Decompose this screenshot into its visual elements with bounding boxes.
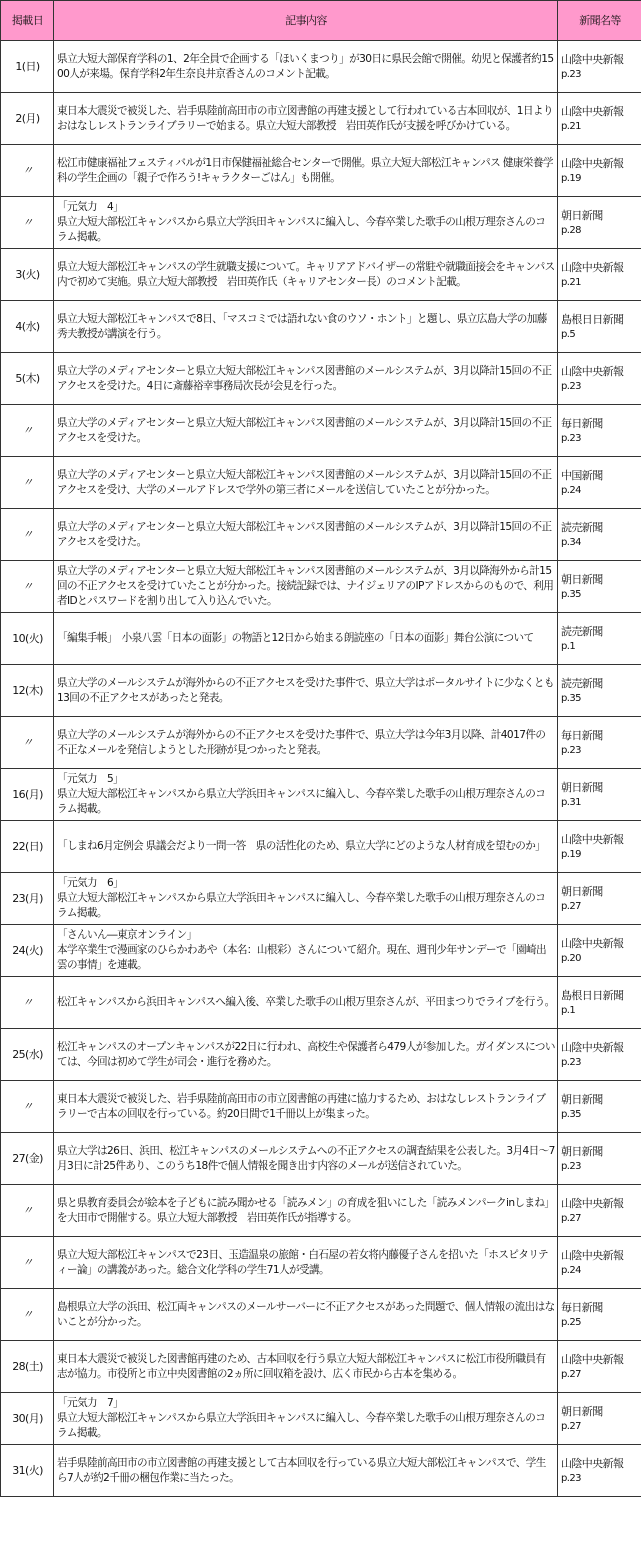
date-cell: 〃 — [1, 561, 54, 613]
content-cell: 県と県教育委員会が絵本を子どもに読み聞かせる「読みメン」の育成を狙いにした「読みメンパークinしまね」を大田市で開催する。県立大短大部教授 岩田英作氏が指導する。 — [54, 1185, 558, 1237]
page-number: p.21 — [561, 276, 581, 288]
table-row — [1, 93, 641, 145]
page-number: p.23 — [561, 744, 581, 756]
date-cell: 〃 — [1, 509, 54, 561]
paper-cell — [558, 665, 641, 717]
page-number: p.27 — [561, 1368, 581, 1380]
newspaper-name: 山陰中央新報 — [561, 1352, 624, 1366]
table-row — [1, 249, 641, 301]
paper-cell — [558, 1185, 641, 1237]
paper-cell — [558, 977, 641, 1029]
content-cell: 松江キャンパスのオープンキャンパスが22日に行われ、高校生や保護者ら479人が参加した。ガイダンスについては、今回は初めて学生が司会・進行を務めた。 — [54, 1029, 558, 1081]
table-row — [1, 977, 641, 1029]
page-number: p.27 — [561, 900, 581, 912]
newspaper-name: 山陰中央新報 — [561, 52, 624, 66]
newspaper-name: 山陰中央新報 — [561, 1196, 624, 1210]
date-cell: 30(月) — [1, 1393, 54, 1445]
table-row — [1, 665, 641, 717]
newspaper-name: 山陰中央新報 — [561, 936, 624, 950]
content-cell: 「元気力 4」 県立大短大部松江キャンパスから県立大学浜田キャンパスに編入し、今春卒業した歌手の山根万理奈さんのコラム掲載。 — [54, 197, 558, 249]
newspaper-name: 山陰中央新報 — [561, 364, 624, 378]
content-cell: 県立大短大部松江キャンパスの学生就職支援について。キャリアアドバイザーの常駐や就職面接会をキャンパス内で初めて実施。県立大短大部教授 岩田英作氏（キャリアセンター長）のコメント記載。 — [54, 249, 558, 301]
page-number: p.24 — [561, 1264, 581, 1276]
table-row — [1, 769, 641, 821]
newspaper-name: 毎日新聞 — [561, 1300, 603, 1314]
newspaper-name: 山陰中央新報 — [561, 832, 624, 846]
content-cell: 県立大学は26日、浜田、松江キャンパスのメールシステムへの不正アクセスの調査結果を公表した。3月4日～7月3日に計25件あり、このうち18件で個人情報を聞き出す内容のメールが送信されていた。 — [54, 1133, 558, 1185]
paper-cell — [558, 509, 641, 561]
table-row — [1, 1237, 641, 1289]
paper-cell — [558, 301, 641, 353]
paper-cell — [558, 1341, 641, 1393]
page-number: p.21 — [561, 120, 581, 132]
column-header-paper: 新聞名等 — [558, 1, 641, 41]
date-cell: 27(金) — [1, 1133, 54, 1185]
newspaper-name: 島根日日新聞 — [561, 312, 624, 326]
newspaper-name: 読売新聞 — [561, 624, 603, 638]
table-row — [1, 301, 641, 353]
paper-cell — [558, 1133, 641, 1185]
date-cell: 〃 — [1, 405, 54, 457]
paper-cell — [558, 873, 641, 925]
newspaper-name: 朝日新聞 — [561, 1092, 603, 1106]
paper-cell — [558, 613, 641, 665]
table-row — [1, 509, 641, 561]
content-cell: 県立大短大部松江キャンパスで23日、玉造温泉の旅館・白石屋の若女将内藤優子さんを招いた「ホスピタリティー論」の講義があった。総合文化学科の学生71人が受講。 — [54, 1237, 558, 1289]
page-number: p.23 — [561, 1472, 581, 1484]
page-number: p.24 — [561, 484, 581, 496]
newspaper-name: 毎日新聞 — [561, 416, 603, 430]
page-number: p.25 — [561, 1316, 581, 1328]
table-row — [1, 1081, 641, 1133]
table-header-row — [1, 1, 641, 41]
paper-cell — [558, 1237, 641, 1289]
paper-cell — [558, 145, 641, 197]
date-cell: 4(水) — [1, 301, 54, 353]
date-cell: 31(火) — [1, 1445, 54, 1497]
paper-cell — [558, 1393, 641, 1445]
date-cell: 12(木) — [1, 665, 54, 717]
paper-cell — [558, 1289, 641, 1341]
content-cell: 「編集手帳」 小泉八雲「日本の面影」の物語と12日から始まる朗読座の「日本の面影」舞台公演について — [54, 613, 558, 665]
column-header-content: 記事内容 — [54, 1, 558, 41]
page-number: p.1 — [561, 1004, 576, 1016]
table-row — [1, 1133, 641, 1185]
page-number: p.23 — [561, 1056, 581, 1068]
newspaper-name: 朝日新聞 — [561, 572, 603, 586]
content-cell: 県立大学のメディアセンターと県立大短大部松江キャンパス図書館のメールシステムが、3月以降海外から計15回の不正アクセスを受けていたことが分かった。接続記録では、ナイジェリアのIPアドレスからのもので、利用者IDとパスワードを割り出して入り込んでいた。 — [54, 561, 558, 613]
content-cell: 県立大短大部保育学科の1、2年全員で企画する「ほいくまつり」が30日に県民会館で開催。幼児と保護者約1500人が来場。保育学科2年生奈良井京香さんのコメント記載。 — [54, 41, 558, 93]
date-cell: 23(月) — [1, 873, 54, 925]
content-cell: 岩手県陸前高田市の市立図書館の再建支援として古本回収を行っている県立大短大部松江キャンパスで、学生ら7人が約2千冊の梱包作業に当たった。 — [54, 1445, 558, 1497]
date-cell: 5(木) — [1, 353, 54, 405]
page-number: p.23 — [561, 68, 581, 80]
content-cell: 県立大学のメディアセンターと県立大短大部松江キャンパス図書館のメールシステムが、3月以降計15回の不正アクセスを受けた。4日に斎藤裕幸事務局次長が会見を行った。 — [54, 353, 558, 405]
date-cell: 〃 — [1, 717, 54, 769]
newspaper-name: 読売新聞 — [561, 676, 603, 690]
content-cell: 島根県立大学の浜田、松江両キャンパスのメールサーバーに不正アクセスがあった問題で、個人情報の流出はないことが分かった。 — [54, 1289, 558, 1341]
paper-cell — [558, 457, 641, 509]
date-cell: 24(火) — [1, 925, 54, 977]
content-cell: 「さんいん―東京オンライン」 本学卒業生で漫画家のひらかわあや（本名：山根彩）さんについて紹介。現在、週刊少年サンデーで「園崎出雲の事情」を連載。 — [54, 925, 558, 977]
date-cell: 〃 — [1, 1185, 54, 1237]
content-cell: 松江キャンパスから浜田キャンパスへ編入後、卒業した歌手の山根万里奈さんが、平田まつりでライブを行う。 — [54, 977, 558, 1029]
content-cell: 県立大学のメディアセンターと県立大短大部松江キャンパス図書館のメールシステムが、3月以降計15回の不正アクセスを受けた。 — [54, 405, 558, 457]
date-cell: 〃 — [1, 1289, 54, 1341]
page-number: p.19 — [561, 172, 581, 184]
table-row — [1, 1445, 641, 1497]
paper-cell — [558, 1445, 641, 1497]
table-body — [1, 41, 641, 1497]
table-row — [1, 457, 641, 509]
date-cell: 16(月) — [1, 769, 54, 821]
content-cell: 県立大短大部松江キャンパスで8日、「マスコミでは語れない食のウソ・ホント」と題し、県立広島大学の加藤秀夫教授が講演を行う。 — [54, 301, 558, 353]
page-number: p.35 — [561, 588, 581, 600]
table-row — [1, 1029, 641, 1081]
newspaper-name: 朝日新聞 — [561, 208, 603, 222]
content-cell: 「元気力 5」 県立大短大部松江キャンパスから県立大学浜田キャンパスに編入し、今春卒業した歌手の山根万理奈さんのコラム掲載。 — [54, 769, 558, 821]
date-cell: 〃 — [1, 145, 54, 197]
table-row — [1, 1289, 641, 1341]
content-cell: 松江市健康福祉フェスティバルが1日市保健福祉総合センターで開催。県立大短大部松江キャンパス 健康栄養学科の学生企画の「親子で作ろう!キャラクターごはん」も開催。 — [54, 145, 558, 197]
content-cell: 県立大学のメディアセンターと県立大短大部松江キャンパス図書館のメールシステムが、3月以降計15回の不正アクセスを受けた。 — [54, 509, 558, 561]
table-row — [1, 353, 641, 405]
date-cell: 2(月) — [1, 93, 54, 145]
content-cell: 県立大学のメールシステムが海外からの不正アクセスを受けた事件で、県立大学はポータルサイトに少なくとも13回の不正アクセスがあったと発表。 — [54, 665, 558, 717]
page-number: p.20 — [561, 952, 581, 964]
paper-cell — [558, 197, 641, 249]
newspaper-name: 山陰中央新報 — [561, 1040, 624, 1054]
table-row — [1, 925, 641, 977]
newspaper-name: 朝日新聞 — [561, 884, 603, 898]
paper-cell — [558, 249, 641, 301]
date-cell: 1(日) — [1, 41, 54, 93]
table-row — [1, 613, 641, 665]
paper-cell — [558, 821, 641, 873]
newspaper-name: 朝日新聞 — [561, 780, 603, 794]
page-number: p.35 — [561, 1108, 581, 1120]
table-row — [1, 1185, 641, 1237]
table-row — [1, 561, 641, 613]
table-row — [1, 1341, 641, 1393]
table-row — [1, 405, 641, 457]
table-row — [1, 41, 641, 93]
content-cell: 県立大学のメールシステムが海外からの不正アクセスを受けた事件で、県立大学は今年3月以降、計4017件の不正なメールを発信しようとした形跡が見つかったと発表。 — [54, 717, 558, 769]
newspaper-name: 朝日新聞 — [561, 1144, 603, 1158]
page-number: p.35 — [561, 692, 581, 704]
content-cell: 県立大学のメディアセンターと県立大短大部松江キャンパス図書館のメールシステムが、3月以降計15回の不正アクセスを受け、大学のメールアドレスで学外の第三者にメールを送信していたことが分かった。 — [54, 457, 558, 509]
page-number: p.34 — [561, 536, 581, 548]
page-number: p.31 — [561, 796, 581, 808]
paper-cell — [558, 93, 641, 145]
page-number: p.5 — [561, 328, 576, 340]
date-cell: 3(火) — [1, 249, 54, 301]
paper-cell — [558, 717, 641, 769]
paper-cell — [558, 769, 641, 821]
content-cell: 東日本大震災で被災した、岩手県陸前高田市の市立図書館の再建に協力するため、おはなしレストランライブラリーで古本の回収を行っている。約20日間で1千冊以上が集まった。 — [54, 1081, 558, 1133]
page-number: p.27 — [561, 1420, 581, 1432]
table-row — [1, 717, 641, 769]
paper-cell — [558, 405, 641, 457]
date-cell: 25(水) — [1, 1029, 54, 1081]
newspaper-name: 山陰中央新報 — [561, 260, 624, 274]
paper-cell — [558, 925, 641, 977]
page-number: p.1 — [561, 640, 576, 652]
page-number: p.27 — [561, 1212, 581, 1224]
date-cell: 〃 — [1, 1081, 54, 1133]
page-number: p.23 — [561, 1160, 581, 1172]
newspaper-name: 朝日新聞 — [561, 1404, 603, 1418]
content-cell: 東日本大震災で被災した図書館再建のため、古本回収を行う県立大短大部松江キャンパスに松江市役所職員有志が協力。市役所と市立中央図書館の2ヵ所に回収箱を設け、広く市民から古本を集める。 — [54, 1341, 558, 1393]
paper-cell — [558, 1081, 641, 1133]
paper-cell — [558, 1029, 641, 1081]
content-cell: 「しまね6月定例会 県議会だより一問一答 県の活性化のため、県立大学にどのような人材育成を望むのか」 — [54, 821, 558, 873]
date-cell: 〃 — [1, 457, 54, 509]
table-row — [1, 873, 641, 925]
content-cell: 「元気力 6」 県立大短大部松江キャンパスから県立大学浜田キャンパスに編入し、今春卒業した歌手の山根万理奈さんのコラム掲載。 — [54, 873, 558, 925]
newspaper-name: 島根日日新聞 — [561, 988, 624, 1002]
date-cell: 〃 — [1, 1237, 54, 1289]
page-number: p.19 — [561, 848, 581, 860]
date-cell: 28(土) — [1, 1341, 54, 1393]
column-header-date: 掲載日 — [1, 1, 54, 41]
date-cell: 〃 — [1, 977, 54, 1029]
table-row — [1, 821, 641, 873]
paper-cell — [558, 561, 641, 613]
paper-cell — [558, 353, 641, 405]
newspaper-name: 山陰中央新報 — [561, 1456, 624, 1470]
table-row — [1, 1393, 641, 1445]
newspaper-name: 読売新聞 — [561, 520, 603, 534]
table-row — [1, 197, 641, 249]
content-cell: 「元気力 7」 県立大短大部松江キャンパスから県立大学浜田キャンパスに編入し、今春卒業した歌手の山根万理奈さんのコラム掲載。 — [54, 1393, 558, 1445]
date-cell: 22(日) — [1, 821, 54, 873]
page-number: p.28 — [561, 224, 581, 236]
newspaper-name: 中国新聞 — [561, 468, 603, 482]
newspaper-name: 毎日新聞 — [561, 728, 603, 742]
table-row — [1, 145, 641, 197]
newspaper-name: 山陰中央新報 — [561, 156, 624, 170]
date-cell: 〃 — [1, 197, 54, 249]
page-number: p.23 — [561, 432, 581, 444]
date-cell: 10(火) — [1, 613, 54, 665]
newspaper-name: 山陰中央新報 — [561, 104, 624, 118]
paper-cell — [558, 41, 641, 93]
newspaper-name: 山陰中央新報 — [561, 1248, 624, 1262]
content-cell: 東日本大震災で被災した、岩手県陸前高田市の市立図書館の再建支援として行われている古本回収が、1日よりおはなしレストランライブラリーで始まる。県立大短大部教授 岩田英作氏が支援を呼びかけている。 — [54, 93, 558, 145]
page-number: p.23 — [561, 380, 581, 392]
